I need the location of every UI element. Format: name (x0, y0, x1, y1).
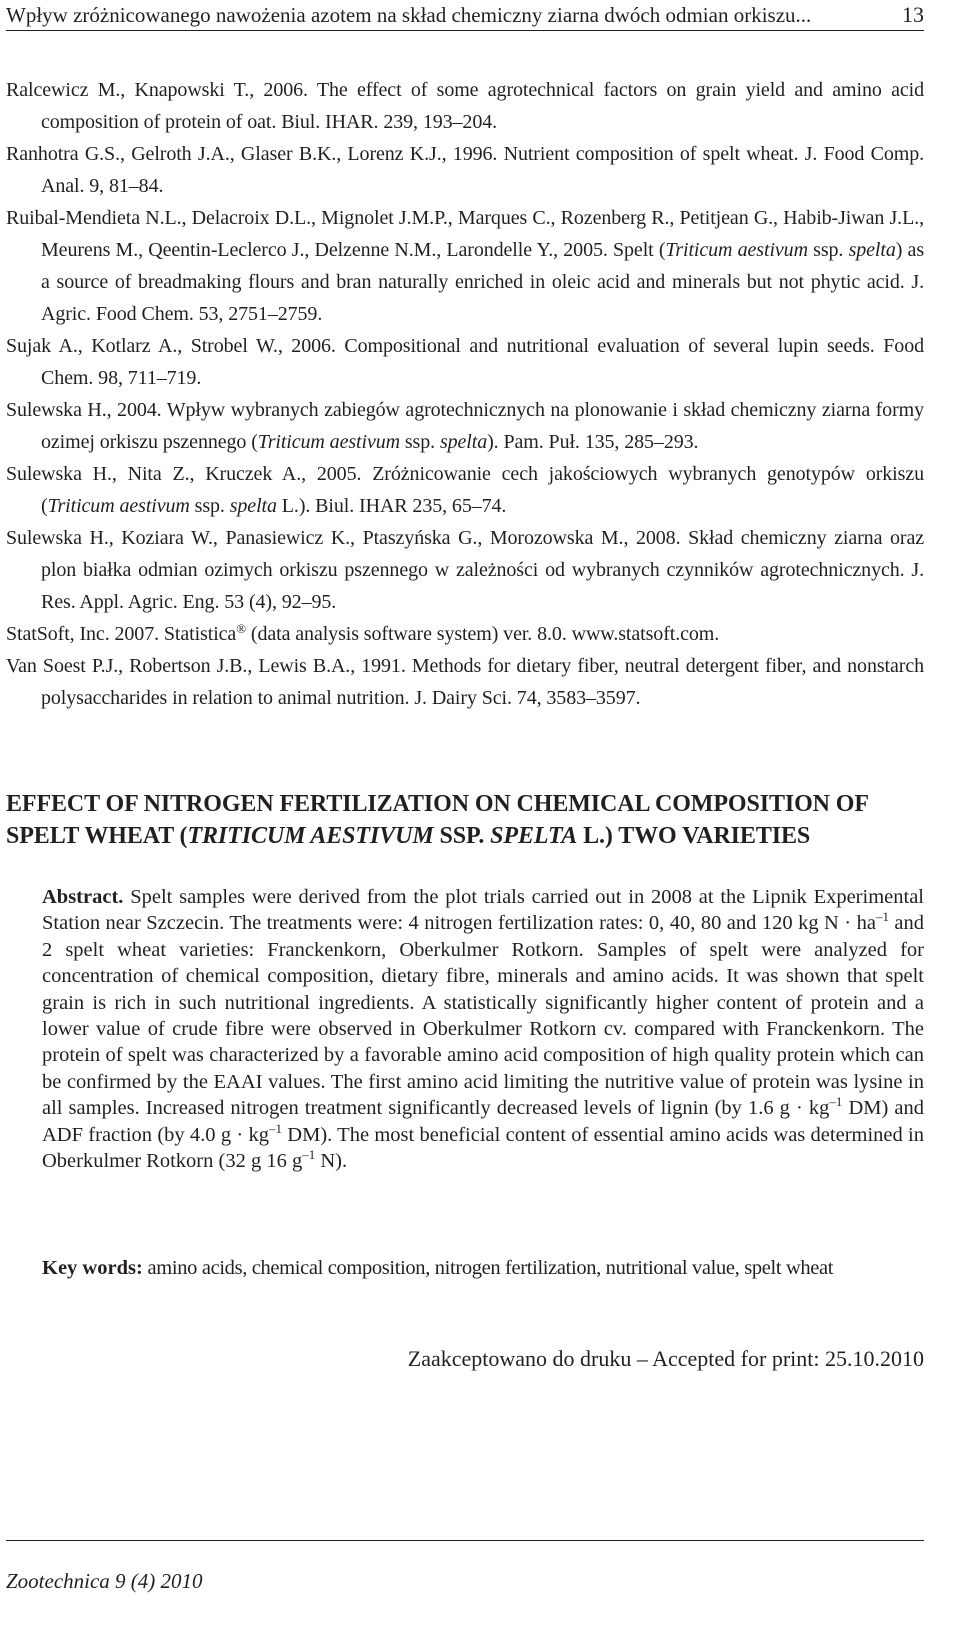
running-header (6, 0, 924, 31)
reference-text: Ralcewicz M., Knapowski T., 2006. The effect of some agrotechnical factors on grain yield and amino acid composition of protein of oat. Biul. IHAR. 239, 193–204. (6, 79, 924, 133)
reference-item (6, 330, 924, 394)
reference-text: ). Pam. Puł. 135, 285–293. (487, 431, 699, 453)
reference-item (6, 458, 924, 522)
reference-text: Sulewska H., Nita Z., Kruczek A., 2005. Zróżnicowanie cech jakościowych wybranych genotypów orkiszu ( (6, 463, 924, 517)
abstract-text: DM). The most beneficial content of essential amino acids was determined in Oberkulmer Rotkorn (32 g 16 g (42, 1123, 924, 1173)
reference-item (6, 202, 924, 330)
reference-text: (data analysis software system) ver. 8.0. www.statsoft.com. (246, 623, 720, 645)
abstract-superscript: –1 (302, 1147, 316, 1163)
english-title-italic2: SPELTA (490, 823, 578, 849)
abstract-text: Spelt samples were derived from the plot trials carried out in 2008 at the Lipnik Experimental Station near Szczecin. The treatments were: 4 nitrogen fertilization rates: 0, 40, 80 and 120 kg N · ha (42, 886, 924, 935)
journal-footer: Zootechnica 9 (4) 2010 (6, 1569, 203, 1593)
reference-text: ssp. (399, 431, 440, 453)
english-title-part2: SSP. (433, 823, 491, 849)
reference-item (6, 138, 924, 202)
abstract-text: DM) and ADF fraction (by 4.0 g · kg (42, 1097, 924, 1146)
footer-divider (6, 1540, 924, 1541)
keywords (42, 1254, 942, 1282)
reference-text: Sulewska H., Koziara W., Panasiewicz K., Ptaszyńska G., Morozowska M., 2008. Skład chemiczny ziarna oraz plon białka odmian ozimych orkiszu pszennego w zależności od wybranych czynników agrotechnicznych. J. Res. Appl. Agric. Eng. 53 (4), 92–95. (6, 527, 924, 613)
reference-italic-text: spelta (439, 431, 488, 453)
abstract-text: and 2 spelt wheat varieties: Franckenkorn, Oberkulmer Rotkorn. Samples of spelt were analyzed for concentration of chemical composition, dietary fibre, minerals and amino acids. It was shown that spelt grain is rich in such nutritional ingredients. A statistically significantly higher content of protein and a lower value of crude fibre were observed in Oberkulmer Rotkorn cv. compared with Franckenkorn. The protein of spelt was characterized by a favorable amino acid composition of high quality protein which can be confirmed by the EAAI values. The first amino acid limiting the nutritive value of protein was lysine in all samples. Increased nitrogen treatment significantly decreased levels of lignin (by 1.6 g · kg (42, 912, 924, 1120)
reference-item (6, 522, 924, 618)
reference-text: L.). Biul. IHAR 235, 65–74. (276, 495, 507, 517)
english-title (6, 788, 924, 852)
reference-item (6, 618, 924, 650)
keywords-label: Key words: (42, 1257, 143, 1279)
english-title-part1: EFFECT OF NITROGEN FERTILIZATION ON CHEMICAL COMPOSITION OF SPELT WHEAT ( (6, 791, 869, 849)
abstract-superscript: –1 (829, 1094, 843, 1110)
reference-italic-text: spelta (229, 495, 277, 517)
reference-text: ssp. (189, 495, 230, 517)
reference-italic-text: Triticum aestivum (257, 431, 400, 453)
accepted-date: Zaakceptowano do druku – Accepted for print: 25.10.2010 (407, 1346, 924, 1371)
abstract-label: Abstract. (42, 886, 124, 908)
english-title-italic1: TRITICUM AESTIVUM (187, 823, 434, 849)
running-title: Wpływ zróżnicowanego nawożenia azotem na skład chemiczny ziarna dwóch odmian orkiszu... (6, 3, 812, 27)
reference-text: Ruibal-Mendieta N.L., Delacroix D.L., Mignolet J.M.P., Marques C., Rozenberg R., Petitjean G., Habib-Jiwan J.L., Meurens M., Qeentin-Leclerco J., Delzenne N.M., Larondelle Y., 2005. Spelt ( (6, 207, 924, 261)
keywords-text: amino acids, chemical composition, nitrogen fertilization, nutritional value, spelt wheat (142, 1257, 834, 1279)
reference-item (6, 394, 924, 458)
reference-text: Sujak A., Kotlarz A., Strobel W., 2006. Compositional and nutritional evaluation of several lupin seeds. Food Chem. 98, 711–719. (6, 335, 924, 389)
reference-text: Sulewska H., 2004. Wpływ wybranych zabiegów agrotechnicznych na plonowanie i skład chemiczny ziarna formy ozimej orkiszu pszennego ( (6, 399, 924, 453)
reference-text: ) as a source of breadmaking flours and bran naturally enriched in oleic acid and minerals but not phytic acid. J. Agric. Food Chem. 53, 2751–2759. (41, 239, 924, 325)
reference-text: Ranhotra G.S., Gelroth J.A., Glaser B.K., Lorenz K.J., 1996. Nutrient composition of spelt wheat. J. Food Comp. Anal. 9, 81–84. (6, 143, 924, 197)
reference-item (6, 74, 924, 138)
abstract-superscript: –1 (269, 1120, 282, 1136)
reference-italic-text: Triticum aestivum (47, 495, 190, 517)
reference-text: Van Soest P.J., Robertson J.B., Lewis B.A., 1991. Methods for dietary fiber, neutral detergent fiber, and nonstarch polysaccharides in relation to animal nutrition. J. Dairy Sci. 74, 3583–3597. (6, 655, 924, 709)
reference-superscript: ® (236, 621, 246, 636)
reference-item (6, 650, 924, 714)
reference-text: ssp. (807, 239, 849, 261)
reference-italic-text: Triticum aestivum (665, 239, 808, 261)
reference-list (6, 74, 924, 714)
reference-text: StatSoft, Inc. 2007. Statistica (6, 623, 237, 645)
abstract (42, 884, 924, 1174)
abstract-superscript: –1 (875, 909, 889, 925)
page-number: 13 (902, 2, 924, 27)
abstract-text: N). (315, 1150, 348, 1173)
reference-italic-text: spelta (848, 239, 896, 261)
english-title-part3: L.) TWO VARIETIES (577, 823, 811, 849)
